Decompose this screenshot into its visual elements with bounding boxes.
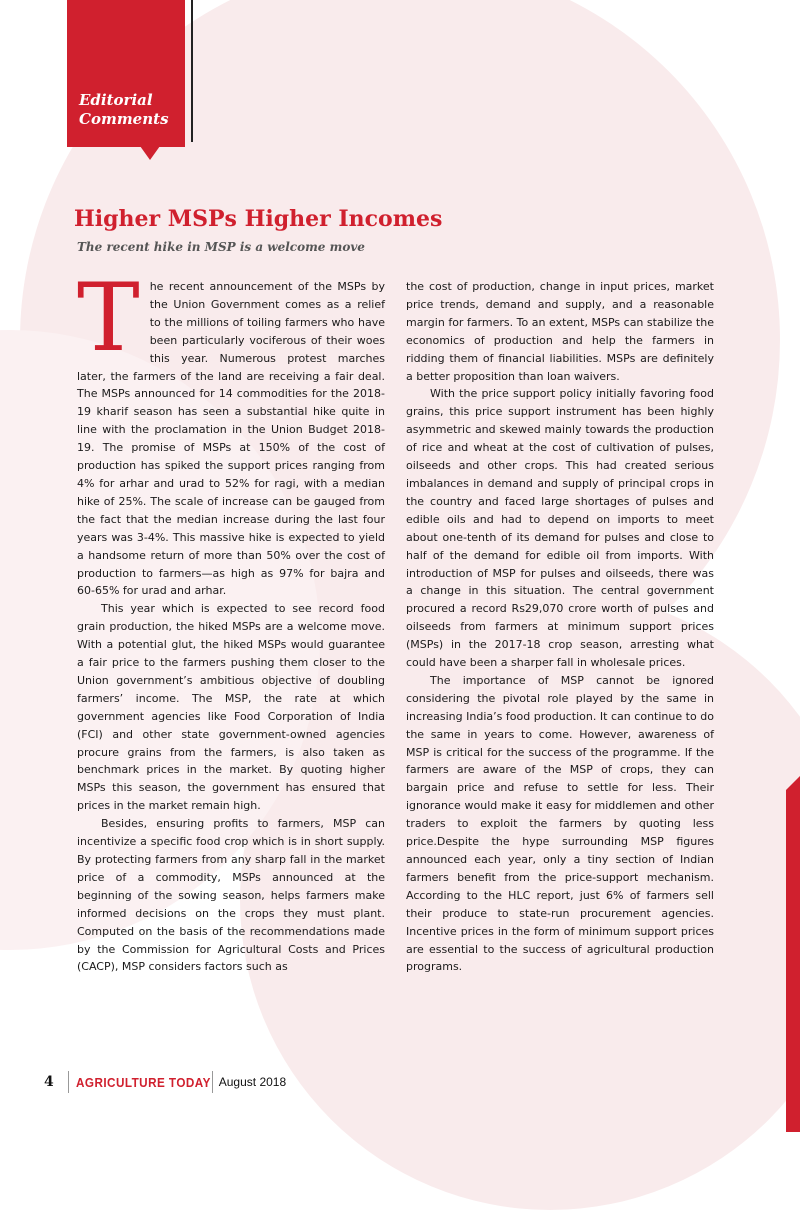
side-accent-tip xyxy=(786,776,800,790)
article-column-right xyxy=(406,278,714,976)
article-paragraph: The importance of MSP cannot be ignored considering the pivotal role played by the same in increasing India’s food production. It can continue to do the same in years to come. However, awareness of MSP is critical for the success of the programme. If the farmers are aware of the MSP of crops, they can bargain price and refuse to settle for less. Their ignorance would make it easy for middlemen and other traders to exploit the farmers by quoting less price.Despite the hype surrounding MSP figures announced each year, only a tiny section of Indian farmers benefit from the price-support mechanism. According to the HLC report, just 6% of farmers sell their produce to state-run procurement agencies. Incentive prices in the form of minimum support prices are essential to the success of agricultural production programs. xyxy=(406,673,714,974)
section-label xyxy=(79,91,169,129)
article-column-left xyxy=(77,264,385,976)
issue-date: August 2018 xyxy=(218,1075,287,1089)
page-number: 4 xyxy=(44,1074,54,1090)
article-headline: Higher MSPs Higher Incomes xyxy=(74,206,443,232)
drop-cap: T xyxy=(77,264,140,373)
footer-divider xyxy=(68,1071,69,1093)
article-paragraph: he recent announcement of the MSPs by the Union Government comes as a relief to the millions of toiling farmers who have been particularly vociferous of their woes this year. Numerous protest marches later, the farmers of the land are receiving a fair deal. The MSPs announced for 14 commodities for the 2018-19 kharif season has seen a substantial hike quite in line with the proclamation in the Union Budget 2018-19. The promise of MSPs at 150% of the cost of production has spiked the support prices ranging from 4% for arhar and urad to 52% for ragi, with a median hike of 25%. The scale of increase can be gauged from the fact that the median increase during the last four years was 3-4%. This massive hike is expected to yield a handsome return of more than 50% over the cost of production to farmers—as high as 97% for bajra and 60-65% for urad and arhar. xyxy=(77,280,385,598)
section-tab-notch xyxy=(140,146,160,160)
article-paragraph: With the price support policy initially favoring food grains, this price support instrument has been highly asymmetric and skewed mainly towards the production of rice and wheat at the cost of cultivation of pulses, oilseeds and other crops. This had created serious imbalances in demand and supply of principal crops in the country and faced large shortages of pulses and edible oils and had to depend on imports to meet about one-tenth of its demand for pulses and close to half of the demand for edible oil from imports. With introduction of MSP for pulses and oilseeds, there was a change in this situation. The central government procured a record Rs29,070 crore worth of pulses and oilseeds from farmers at minimum support prices (MSPs) in the 2017-18 crop season, arresting what could have been a sharper fall in wholesale prices. xyxy=(406,387,714,670)
article-subheadline: The recent hike in MSP is a welcome move xyxy=(77,240,365,254)
article-paragraph: This year which is expected to see record food grain production, the hiked MSPs are a welcome move. With a potential glut, the hiked MSPs would guarantee a fair price to the farmers pushing them closer to the Union government’s ambitious objective of doubling farmers’ income. The MSP, the rate at which government agencies like Food Corporation of India (FCI) and other state government-owned agencies procure grains from the farmers, is also taken as benchmark prices in the market. By quoting higher MSPs this season, the government has ensured that prices in the market remain high. xyxy=(77,602,385,813)
section-tab-divider xyxy=(191,0,193,142)
side-accent-bar xyxy=(786,790,800,1132)
section-label-line1: Editorial xyxy=(79,91,153,109)
page-footer xyxy=(44,1072,286,1092)
magazine-name: AGRICULTURE TODAY xyxy=(75,1074,211,1090)
article-paragraph: the cost of production, change in input prices, market price trends, demand and supply, and a reasonable margin for farmers. To an extent, MSPs can stabilize the economics of production and help the farmers in ridding them of financial liabilities. MSPs are definitely a better proposition than loan waivers. xyxy=(406,280,714,383)
article-paragraph: Besides, ensuring profits to farmers, MSP can incentivize a specific food crop which is in short supply. By protecting farmers from any sharp fall in the market price of a commodity, MSPs announced at the beginning of the sowing season, helps farmers make informed decisions on the crops they must plant. Computed on the basis of the recommendations made by the Commission for Agricultural Costs and Prices (CACP), MSP considers factors such as xyxy=(77,817,385,974)
section-label-line2: Comments xyxy=(79,110,169,128)
footer-divider xyxy=(212,1071,213,1093)
